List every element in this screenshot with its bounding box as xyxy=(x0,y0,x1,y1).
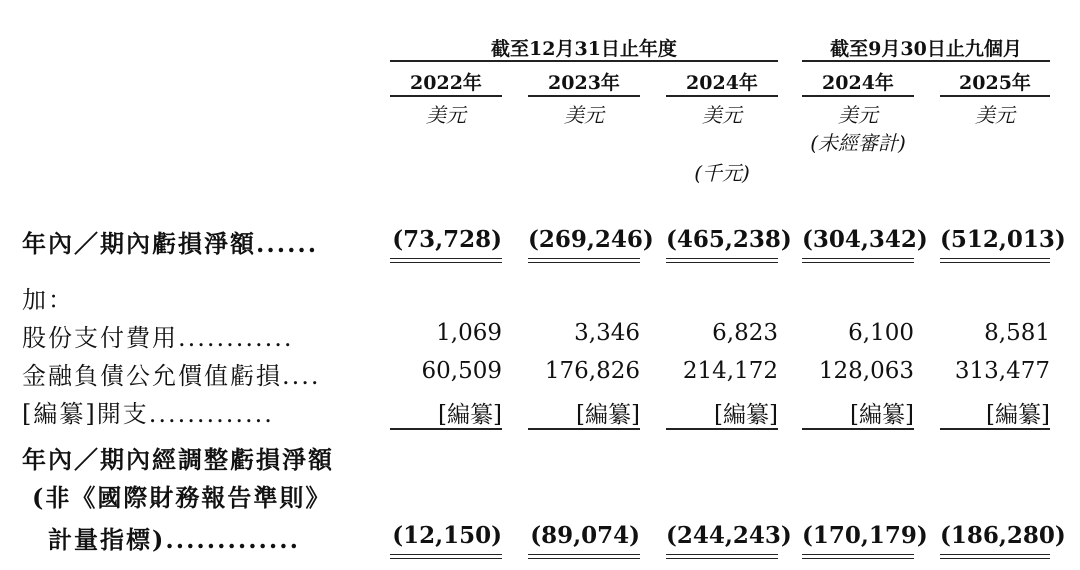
row-label-net-loss: 年內／期內虧損淨額...... xyxy=(22,229,319,258)
year-rule xyxy=(390,95,502,97)
value-cell: (304,342) xyxy=(802,226,928,253)
value-cell: (170,179) xyxy=(802,522,928,549)
group-rule-year-ended xyxy=(390,60,778,62)
subtotal-rule xyxy=(802,428,914,430)
value-cell: 6,100 xyxy=(848,320,914,346)
value-cell: 8,581 xyxy=(984,320,1050,346)
row-label-adjusted-net-loss-line3: 計量指標)............. xyxy=(48,525,300,554)
value-cell: 176,826 xyxy=(544,358,640,384)
row-label-fair-value-loss: 金融負債公允價值虧損.... xyxy=(22,362,321,390)
value-cell: (73,728) xyxy=(392,226,502,253)
year-header-2025: 2025年 xyxy=(959,72,1031,94)
redacted-cell: [編纂] xyxy=(438,402,502,428)
value-cell: 1,069 xyxy=(436,320,502,346)
row-label-adjusted-net-loss-line2: (非《國際財務報告準則》 xyxy=(32,483,332,512)
unit-label: 美元 xyxy=(426,103,466,127)
subtotal-rule xyxy=(666,428,778,430)
value-cell: (186,280) xyxy=(940,522,1066,549)
double-underline xyxy=(390,258,502,263)
value-cell: (269,246) xyxy=(528,226,654,253)
year-header-2024-nine-months: 2024年 xyxy=(822,72,894,94)
value-cell: 214,172 xyxy=(682,358,778,384)
year-rule xyxy=(802,95,914,97)
double-underline xyxy=(666,554,778,559)
value-cell: 3,346 xyxy=(574,320,640,346)
group-header-nine-months: 截至9月30日止九個月 xyxy=(830,38,1022,60)
unit-label: 美元 xyxy=(975,103,1015,127)
value-cell: (465,238) xyxy=(666,226,792,253)
unit-label: 美元 xyxy=(702,103,742,127)
row-label-add: 加： xyxy=(22,286,74,314)
double-underline xyxy=(802,554,914,559)
value-cell: 313,477 xyxy=(954,358,1050,384)
year-header-2023: 2023年 xyxy=(548,72,620,94)
row-label-adjusted-net-loss-line1: 年內／期內經調整虧損淨額 xyxy=(22,445,334,474)
double-underline xyxy=(528,554,640,559)
double-underline xyxy=(528,258,640,263)
redacted-cell: [編纂] xyxy=(714,402,778,428)
redacted-cell: [編纂] xyxy=(850,402,914,428)
value-cell: (512,013) xyxy=(940,226,1066,253)
year-rule xyxy=(666,95,778,97)
row-label-share-based-payment: 股份支付費用............ xyxy=(22,324,294,352)
subtotal-rule xyxy=(940,428,1050,430)
subtotal-rule xyxy=(528,428,640,430)
value-cell: 60,509 xyxy=(421,358,502,384)
unit-label: 美元 xyxy=(838,103,878,127)
thousands-note: (千元) xyxy=(694,161,750,185)
double-underline xyxy=(940,554,1050,559)
year-header-2022: 2022年 xyxy=(410,72,482,94)
year-header-2024: 2024年 xyxy=(686,72,758,94)
double-underline xyxy=(666,258,778,263)
subtotal-rule xyxy=(390,428,502,430)
value-cell: (244,243) xyxy=(666,522,792,549)
value-cell: 6,823 xyxy=(712,320,778,346)
double-underline xyxy=(940,258,1050,263)
value-cell: (12,150) xyxy=(392,522,502,549)
double-underline xyxy=(390,554,502,559)
year-rule xyxy=(528,95,640,97)
row-label-redacted-expenses: [編纂]開支............. xyxy=(22,400,274,428)
group-header-year-ended: 截至12月31日止年度 xyxy=(491,38,677,60)
value-cell: (89,074) xyxy=(530,522,640,549)
unaudited-label: (未經審計) xyxy=(810,131,906,155)
redacted-cell: [編纂] xyxy=(986,402,1050,428)
group-rule-nine-months xyxy=(802,60,1050,62)
year-rule xyxy=(940,95,1050,97)
value-cell: 128,063 xyxy=(818,358,914,384)
unit-label: 美元 xyxy=(564,103,604,127)
redacted-cell: [編纂] xyxy=(576,402,640,428)
double-underline xyxy=(802,258,914,263)
